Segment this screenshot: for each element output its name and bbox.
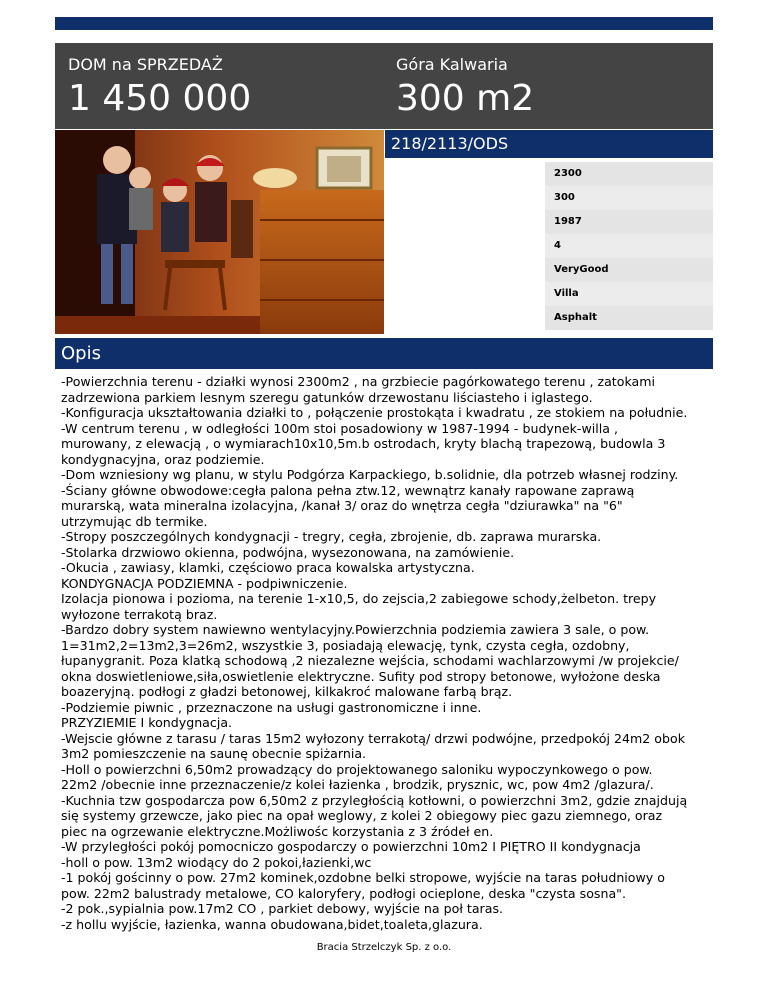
description-line: -Kuchnia tzw gospodarcza pow 6,50m2 z przyległością kotłowni, o powierzchni 3m2, gdzie znajdują bbox=[61, 792, 688, 808]
spec-road-access: Asphalt bbox=[545, 306, 713, 330]
description-line: 22m2 /obecnie inne przeznaczenie/z kolei łazienka , brodzik, prysznic, wc, pow 4m2 /glazura/. bbox=[61, 777, 654, 792]
description-line: piec na ogrzewanie elektryczne.Możliwośc korzystania z 3 źródeł en. bbox=[61, 823, 494, 839]
spec-condition: VeryGood bbox=[545, 258, 713, 282]
footer-company: Bracia Strzelczyk Sp. z o.o. bbox=[316, 942, 452, 953]
description-line: -2 pok.,sypialnia pow.17m2 CO , parkiet debowy, wyjście na poł taras. bbox=[61, 901, 504, 916]
description-line: -Dom wzniesiony wg planu, w stylu Podgórza Karpackiego, b.solidnie, dla potrzeb własnej rodziny. bbox=[61, 467, 679, 482]
description-line: boazeryjną. podłogi z gładzi betonowej, kilkakroć malowane farbą brąz. bbox=[61, 684, 513, 699]
description-line: -Bardzo dobry system nawiewno wentylacyjny.Powierzchnia podziemia zawiera 3 sale, o pow. bbox=[61, 622, 650, 637]
description-line: okna doswietleniowe,siła,oswietlenie elektryczne. Sufity pod stropy betonowe, wyłożone deska bbox=[61, 668, 661, 684]
spec-list bbox=[545, 162, 713, 330]
description-line: -z hollu wyjście, łazienka, wanna obudowana,bidet,toaleta,glazura. bbox=[61, 916, 483, 932]
reference-number: 218/2113/ODS bbox=[385, 130, 713, 158]
photo-illustration bbox=[55, 130, 384, 334]
description-line: -Stropy poszczególnych kondygnacji - tregry, cegła, zbrojenie, db. zaprawa murarska. bbox=[61, 529, 602, 544]
listing-price: 1 450 000 bbox=[68, 78, 252, 119]
description-text bbox=[61, 374, 713, 932]
description-line: murowany, z elewacją , o wymiarach10x10,5m.b ostrodach, kryty blachą trapezową, budowla 3 bbox=[61, 436, 666, 451]
description-title: Opis bbox=[55, 338, 713, 369]
top-accent-bar bbox=[55, 17, 713, 30]
listing-area: 300 m2 bbox=[396, 78, 535, 119]
description-line: -Wejscie główne z tarasu / taras 15m2 wyłozony terrakotą/ drzwi podwójne, przedpokój 24m2 obok bbox=[61, 730, 685, 746]
header-left bbox=[68, 55, 251, 121]
spec-year-built: 1987 bbox=[545, 210, 713, 234]
listing-type: DOM na SPRZEDAŻ bbox=[68, 55, 223, 74]
description-line: -1 pokój gościnny o pow. 27m2 kominek,ozdobne belki stropowe, wyjście na taras południowy o bbox=[61, 870, 665, 885]
description-line: wyłozone terrakotą braz. bbox=[61, 606, 218, 622]
property-photo bbox=[55, 130, 384, 334]
description-line: -Okucia , zawiasy, klamki, częściowo praca kowalska artystyczna. bbox=[61, 560, 475, 575]
description-line: -Podziemie piwnic , przeznaczone na usługi gastronomiczne i inne. bbox=[61, 699, 482, 715]
description-line: -Holl o powierzchni 6,50m2 prowadzący do projektowanego saloniku wypoczynkowego o pow. bbox=[61, 761, 653, 777]
description-line: kondygnacyjna, oraz podziemie. bbox=[61, 451, 265, 467]
description-line: -W centrum terenu , w odległości 100m stoi posadowiony w 1987-1994 - budynek-willa , bbox=[61, 420, 618, 436]
description-line: -Powierzchnia terenu - działki wynosi 2300m2 , na grzbiecie pagórkowatego terenu , zatokami bbox=[61, 374, 656, 389]
description-line: -Konfiguracja ukształtowania działki to , połączenie prostokąta i kwadratu , ze stokiem na południe. bbox=[61, 405, 688, 420]
spec-rooms: 4 bbox=[545, 234, 713, 258]
listing-location: Góra Kalwaria bbox=[396, 55, 508, 74]
spec-building-type: Villa bbox=[545, 282, 713, 306]
listing-header bbox=[55, 43, 713, 129]
header-right bbox=[396, 55, 534, 121]
description-line: Izolacja pionowa i pozioma, na terenie 1-x10,5, do zejscia,2 zabiegowe schody,żelbeton. trepy bbox=[61, 591, 657, 606]
description-line: utrzymując db termike. bbox=[61, 513, 208, 529]
description-line: -W przyległości pokój pomocniczo gospodarczy o powierzchni 10m2 I PIĘTRO II kondygnacja bbox=[61, 839, 641, 854]
description-line: -holl o pow. 13m2 wiodący do 2 pokoi,łazienki,wc bbox=[61, 854, 372, 870]
description-line: KONDYGNACJA PODZIEMNA - podpiwniczenie. bbox=[61, 575, 348, 591]
description-line: 3m2 pomieszczenie na saunę obecnie spiżarnia. bbox=[61, 746, 367, 761]
description-line: PRZYZIEMIE I kondygnacja. bbox=[61, 715, 233, 730]
description-line: -Stolarka drzwiowo okienna, podwójna, wysezonowana, na zamówienie. bbox=[61, 544, 515, 560]
description-line: murarską, wata mineralna izolacyjna, /kanał 3/ oraz do wnętrza cegła "dziurawka" na "6" bbox=[61, 498, 623, 513]
description-line: się systemy grzewcze, jako piec na opał weglowy, z kolei 2 obiegowy piec gazu ziemnego, oraz bbox=[61, 808, 663, 823]
description-line: pow. 22m2 balustrady metalowe, CO kaloryfery, podłogi ocieplone, deska "czysta sosna". bbox=[61, 885, 626, 901]
description-line: -Ściany główne obwodowe:cegła palona pełna ztw.12, wewnątrz kanały rapowane zaprawą bbox=[61, 482, 635, 498]
description-line: 1=31m2,2=13m2,3=26m2, wszystkie 3, posiadają elewację, tynk, czysta cegła, ozdobny, bbox=[61, 637, 630, 653]
description-line: zadrzewiona parkiem lesnym szeregu gatunków drzewostanu liściasteho i iglastego. bbox=[61, 389, 593, 405]
spec-plot-area: 2300 bbox=[545, 162, 713, 186]
description-line: łupanygranit. Poza klatką schodową ,2 niezalezne wejścia, schodami wachlarzowymi /w projekcie/ bbox=[61, 653, 679, 668]
spec-living-area: 300 bbox=[545, 186, 713, 210]
